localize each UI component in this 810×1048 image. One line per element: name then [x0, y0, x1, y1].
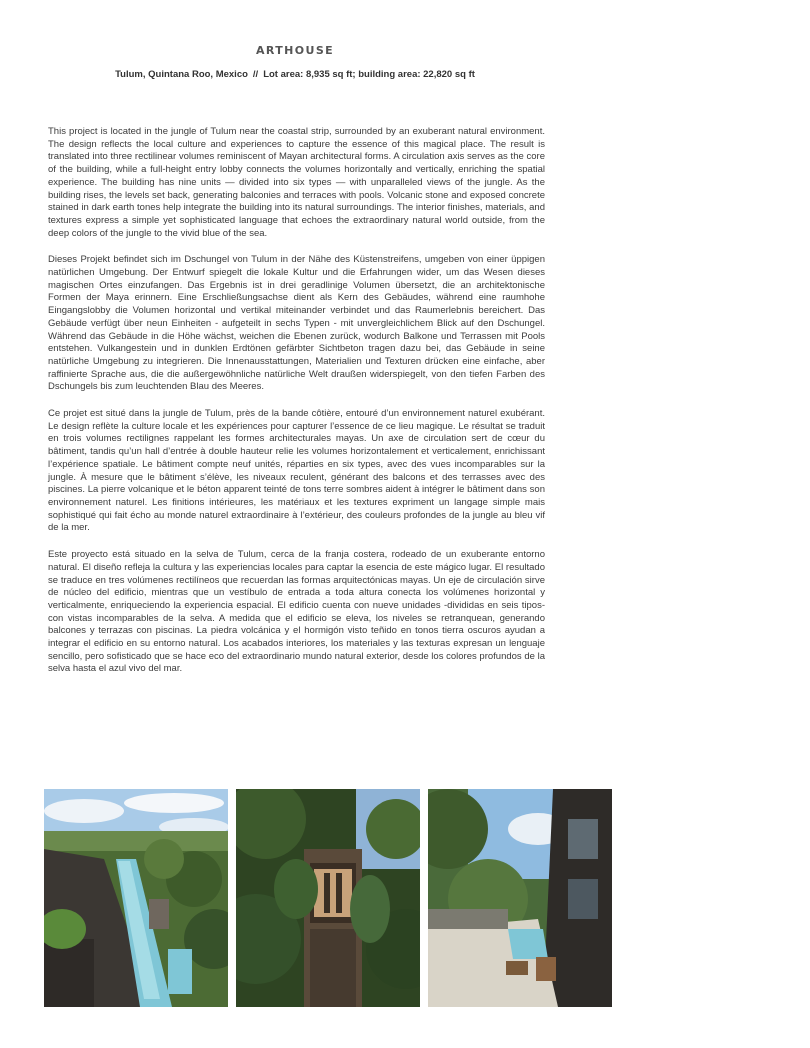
project-subtitle	[0, 69, 590, 80]
paragraph-english: This project is located in the jungle of Tulum near the coastal strip, surrounded by an exuberant natural environment. The design reflects the local culture and experiences to capture the essence of this magical place. The result is translated into three rectilinear volumes reminiscent of Mayan architectural forms. A circulation axis serves as the core of the building, while a full-height entry lobby connects the volumes horizontally and vertically, enriching the spatial experience. The building has nine units — divided into six types — with unparalleled views of the jungle. As the building rises, the levels set back, generating balconies and terraces with pools. Volcanic stone and exposed concrete stained in dark earth tones help integrate the building into its natural surroundings. The interior finishes, materials, and textures express a simple yet sophisticated language that echoes the extraordinary natural world outside, from the deep colors of the jungle to the vivid blue of the sea.	[48, 126, 545, 239]
photo-strip	[0, 789, 810, 1009]
project-location: Tulum, Quintana Roo, Mexico	[115, 69, 248, 80]
photo-tower-trees	[236, 789, 420, 1007]
photo-aerial-pool	[44, 789, 228, 1007]
project-title: ARTHOUSE	[255, 44, 335, 57]
photo-courtyard-pool	[428, 789, 612, 1007]
paragraph-spanish: Este proyecto está situado en la selva de Tulum, cerca de la franja costera, rodeado de un exuberante entorno natural. El diseño refleja la cultura y las experiencias locales para captar la esencia de este mágico lugar. El resultado se traduce en tres volúmenes rectilíneos que recuerdan las formas arquitectónicas mayas. Un eje de circulación sirve de núcleo del edificio, mientras que un vestíbulo de entrada a toda altura conecta los volúmenes horizontal y verticalmente, enriqueciendo la experiencia espacial. El edificio cuenta con nueve unidades -divididas en seis tipos- con vistas incomparables de la selva. A medida que el edificio se eleva, los niveles se retranquean, generando balcones y terrazas con piscinas. La piedra volcánica y el hormigón visto teñido en tonos tierra oscuros ayudan a integrar el edificio en su entorno natural. Los acabados interiores, los materiales y las texturas expresan un lenguaje sencillo, pero sofisticado que se hace eco del extraordinario mundo natural exterior, desde los colores profundos de la selva hasta el azul vivo del mar.	[48, 549, 545, 675]
article-body	[48, 126, 545, 690]
subtitle-separator: //	[252, 69, 259, 80]
project-areas: Lot area: 8,935 sq ft; building area: 22,820 sq ft	[263, 69, 475, 80]
paragraph-french: Ce projet est situé dans la jungle de Tulum, près de la bande côtière, entouré d’un environnement naturel exubérant. Le design reflète la culture locale et les expériences pour capturer l’essence de ce lieu magique. Le résultat se traduit en trois volumes rectilignes rappelant les formes architecturales mayas. Un axe de circulation sert de cœur du bâtiment, tandis qu’un hall d’entrée à double hauteur relie les volumes horizontalement et verticalement, enrichissant l’expérience spatiale. Le bâtiment compte neuf unités, réparties en six types, avec des vues incomparables sur la jungle. À mesure que le bâtiment s’élève, les niveaux reculent, générant des balcons et des terrasses avec des piscines. La pierre volcanique et le béton apparent teinté de tons terre sombres aident à intégrer le bâtiment dans son environnement naturel. Les finitions intérieures, les matériaux et les textures expriment un langage simple mais sophistiqué qui fait écho au monde naturel extraordinaire à l’extérieur, des couleurs profondes de la jungle au bleu vif de la mer.	[48, 408, 545, 534]
paragraph-german: Dieses Projekt befindet sich im Dschungel von Tulum in der Nähe des Küstenstreifens, umgeben von einer üppigen natürlichen Umgebung. Der Entwurf spiegelt die lokale Kultur und die Erfahrungen wider, um das Wesen dieses magischen Ortes einzufangen. Das Ergebnis ist in drei geradlinige Volumen übersetzt, die an architektonische Formen der Maya erinnern. Eine Erschließungsachse dient als Kern des Gebäudes, während eine raumhohe Eingangslobby die Volumen horizontal und vertikal miteinander verbindet und das Raumerlebnis bereichert. Das Gebäude verfügt über neun Einheiten - aufgeteilt in sechs Typen - mit unvergleichlichem Blick auf den Dschungel. Während das Gebäude in die Höhe wächst, weichen die Ebenen zurück, wodurch Balkone und Terrassen mit Pools entstehen. Vulkangestein und in dunklen Erdtönen gefärbter Sichtbeton tragen dazu bei, das Gebäude in seine natürliche Umgebung zu integrieren. Die Innenausstattungen, Materialien und Texturen drücken eine einfache, aber raffinierte Sprache aus, die die außergewöhnliche natürliche Welt draußen widerspiegelt, von den tiefen Farben des Dschungels bis zum leuchtenden Blau des Meeres.	[48, 254, 545, 393]
